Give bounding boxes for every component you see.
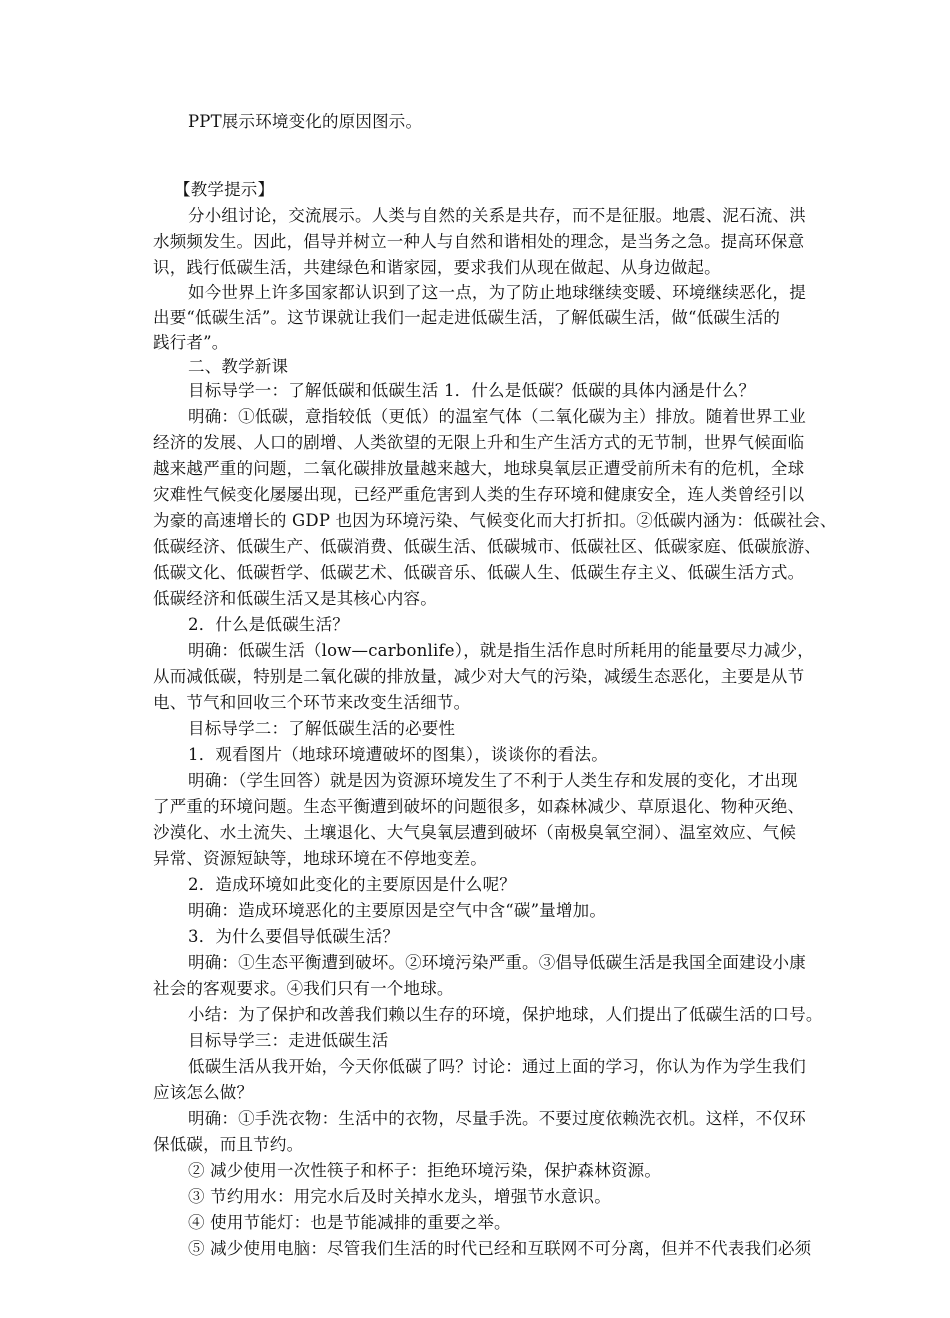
paragraph-line: 低碳文化、低碳哲学、低碳艺术、低碳音乐、低碳人生、低碳生存主义、低碳生活方式。 bbox=[153, 563, 805, 582]
paragraph-line: 明确：①手洗衣物：生活中的衣物，尽量手洗。不要过度依赖洗衣机。这样，不仅环 bbox=[188, 1109, 806, 1128]
section-heading: 【教学提示】 bbox=[174, 180, 275, 199]
paragraph-line: 目标导学一：了解低碳和低碳生活 1．什么是低碳？低碳的具体内涵是什么？ bbox=[188, 381, 756, 400]
paragraph-line: 分小组讨论，交流展示。人类与自然的关系是共存，而不是征服。地震、泥石流、洪 bbox=[188, 206, 806, 225]
paragraph-line: 明确：（学生回答）就是因为资源环境发生了不利于人类生存和发展的变化，才出现 bbox=[188, 771, 798, 790]
paragraph-line: 践行者”。 bbox=[153, 333, 229, 352]
list-item: ③ 节约用水：用完水后及时关掉水龙头，增强节水意识。 bbox=[188, 1187, 611, 1206]
list-item: ② 减少使用一次性筷子和杯子：拒绝环境污染，保护森林资源。 bbox=[188, 1161, 662, 1180]
paragraph-line: 沙漠化、水土流失、土壤退化、大气臭氧层遭到破坏（南极臭氧空洞）、温室效应、气候 bbox=[153, 823, 797, 842]
paragraph-line: 低碳经济和低碳生活又是其核心内容。 bbox=[153, 589, 437, 608]
paragraph-line: 明确：①生态平衡遭到破坏。②环境污染严重。③倡导低碳生活是我国全面建设小康 bbox=[188, 953, 806, 972]
paragraph-line: 3．为什么要倡导低碳生活？ bbox=[188, 927, 400, 946]
paragraph-line: 保低碳，而且节约。 bbox=[153, 1135, 304, 1154]
paragraph-line: PPT展示环境变化的原因图示。 bbox=[188, 112, 423, 131]
paragraph-line: 明确：造成环境恶化的主要原因是空气中含“碳”量增加。 bbox=[188, 901, 607, 920]
paragraph-line: 了严重的环境问题。生态平衡遭到破坏的问题很多，如森林减少、草原退化、物种灭绝、 bbox=[153, 797, 805, 816]
paragraph-line: 目标导学三：走进低碳生活 bbox=[188, 1031, 389, 1050]
paragraph-line: 经济的发展、人口的剧增、人类欲望的无限上升和生产生活方式的无节制，世界气候面临 bbox=[153, 433, 805, 452]
paragraph-line: 小结：为了保护和改善我们赖以生存的环境，保护地球，人们提出了低碳生活的口号。 bbox=[188, 1005, 823, 1024]
paragraph-line: 异常、资源短缺等，地球环境在不停地变差。 bbox=[153, 849, 487, 868]
paragraph-line: 越来越严重的问题，二氧化碳排放量越来越大，地球臭氧层正遭受前所未有的危机，全球 bbox=[153, 459, 805, 478]
section-heading: 二、教学新课 bbox=[188, 357, 289, 376]
paragraph-line: 社会的客观要求。④我们只有一个地球。 bbox=[153, 979, 454, 998]
list-item: ⑤ 减少使用电脑：尽管我们生活的时代已经和互联网不可分离，但并不代表我们必须 bbox=[188, 1239, 812, 1258]
paragraph-line: 应该怎么做？ bbox=[153, 1083, 254, 1102]
paragraph-line: 电、节气和回收三个环节来改变生活细节。 bbox=[153, 693, 471, 712]
list-item: ④ 使用节能灯：也是节能减排的重要之举。 bbox=[188, 1213, 511, 1232]
paragraph-line: 2．什么是低碳生活？ bbox=[188, 615, 349, 634]
paragraph-line: 明确：低碳生活（low—carbonlife），就是指生活作息时所耗用的能量要尽力减少， bbox=[188, 641, 814, 660]
paragraph-line: 明确：①低碳，意指较低（更低）的温室气体（二氧化碳为主）排放。随着世界工业 bbox=[188, 407, 806, 426]
paragraph-line: 1．观看图片（地球环境遭破坏的图集），谈谈你的看法。 bbox=[188, 745, 608, 764]
paragraph-line: 低碳生活从我开始，今天你低碳了吗？讨论：通过上面的学习，你认为作为学生我们 bbox=[188, 1057, 806, 1076]
paragraph-line: 识，践行低碳生活，共建绿色和谐家园，要求我们从现在做起、从身边做起。 bbox=[153, 258, 721, 277]
paragraph-line: 从而减低碳，特别是二氧化碳的排放量，减少对大气的污染，减缓生态恶化，主要是从节 bbox=[153, 667, 805, 686]
paragraph-line: 低碳经济、低碳生产、低碳消费、低碳生活、低碳城市、低碳社区、低碳家庭、低碳旅游、 bbox=[153, 537, 821, 556]
paragraph-line: 2．造成环境如此变化的主要原因是什么呢？ bbox=[188, 875, 516, 894]
paragraph-line: 为豪的高速增长的 GDP 也因为环境污染、气候变化而大打折扣。②低碳内涵为：低碳社会、 bbox=[153, 511, 837, 530]
paragraph-line: 出要“低碳生活”。这节课就让我们一起走进低碳生活，了解低碳生活，做“低碳生活的 bbox=[153, 308, 781, 327]
paragraph-line: 灾难性气候变化屡屡出现，已经严重危害到人类的生存环境和健康安全，连人类曾经引以 bbox=[153, 485, 805, 504]
paragraph-line: 如今世界上许多国家都认识到了这一点，为了防止地球继续变暖、环境继续恶化，提 bbox=[188, 283, 806, 302]
paragraph-line: 目标导学二：了解低碳生活的必要性 bbox=[188, 719, 456, 738]
paragraph-line: 水频频发生。因此，倡导并树立一种人与自然和谐相处的理念，是当务之急。提高环保意 bbox=[153, 232, 805, 251]
